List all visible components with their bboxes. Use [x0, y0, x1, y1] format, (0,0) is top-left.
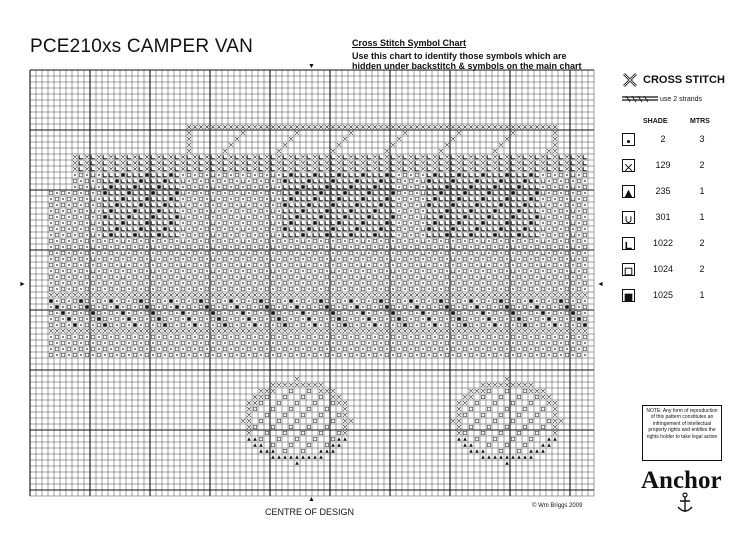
key-row	[618, 131, 728, 149]
instruction-line-1: Use this chart to identify those symbols which are	[352, 51, 567, 61]
key-row	[618, 157, 728, 175]
key-row	[618, 287, 728, 305]
u-shape-symbol-icon	[622, 211, 635, 224]
key-row	[618, 261, 728, 279]
centre-of-design-label: CENTRE OF DESIGN	[265, 507, 355, 517]
cross-stitch-icon	[622, 72, 638, 88]
shade-number: 2	[660, 134, 666, 144]
brand-name: Anchor	[641, 467, 722, 494]
triangle-symbol-icon	[622, 185, 635, 198]
metres-value: 1	[699, 290, 705, 300]
l-shape-symbol-icon	[622, 237, 635, 250]
dot-symbol-icon	[622, 133, 635, 146]
strands-note: use 2 strands	[660, 96, 703, 103]
centre-top-arrow-icon: ▼	[308, 63, 315, 70]
key-title: CROSS STITCH	[643, 74, 725, 86]
legal-notice: NOTE: Any form of reproduction of this pattern constitutes an infringement of intellectual property rights and entitles the rights holder to take legal action	[642, 405, 722, 461]
metres-value: 1	[699, 212, 705, 222]
centre-bottom-arrow-icon: ▲	[308, 496, 315, 503]
instruction-line-2: hidden under backstitch & symbols on the main chart	[352, 61, 582, 71]
thread-strands-icon	[622, 94, 658, 104]
chart-subtitle: Cross Stitch Symbol Chart	[352, 38, 467, 48]
metres-value: 1	[699, 186, 705, 196]
centre-left-arrow-icon: ►	[19, 281, 26, 288]
open-square-symbol-icon	[622, 263, 635, 276]
shade-number: 301	[655, 212, 671, 222]
cross-symbol-icon	[622, 159, 635, 172]
grid-lines	[30, 70, 594, 496]
mtrs-heading: MTRS	[690, 118, 710, 125]
pattern-title: PCE210xs CAMPER VAN	[30, 36, 254, 57]
key-row	[618, 209, 728, 227]
shade-number: 129	[655, 160, 671, 170]
centre-right-arrow-icon: ◄	[597, 281, 604, 288]
shade-number: 1025	[652, 290, 674, 300]
shade-number: 1024	[652, 264, 674, 274]
copyright-text: © Wm Briggs 2009	[532, 503, 583, 509]
metres-value: 3	[699, 134, 705, 144]
metres-value: 2	[699, 238, 705, 248]
key-row	[618, 183, 728, 201]
shade-heading: SHADE	[643, 118, 668, 125]
anchor-icon	[675, 492, 695, 514]
metres-value: 2	[699, 160, 705, 170]
key-row	[618, 235, 728, 253]
metres-value: 2	[699, 264, 705, 274]
shade-number: 235	[655, 186, 671, 196]
shade-number: 1022	[652, 238, 674, 248]
filled-square-symbol-icon	[622, 289, 635, 302]
